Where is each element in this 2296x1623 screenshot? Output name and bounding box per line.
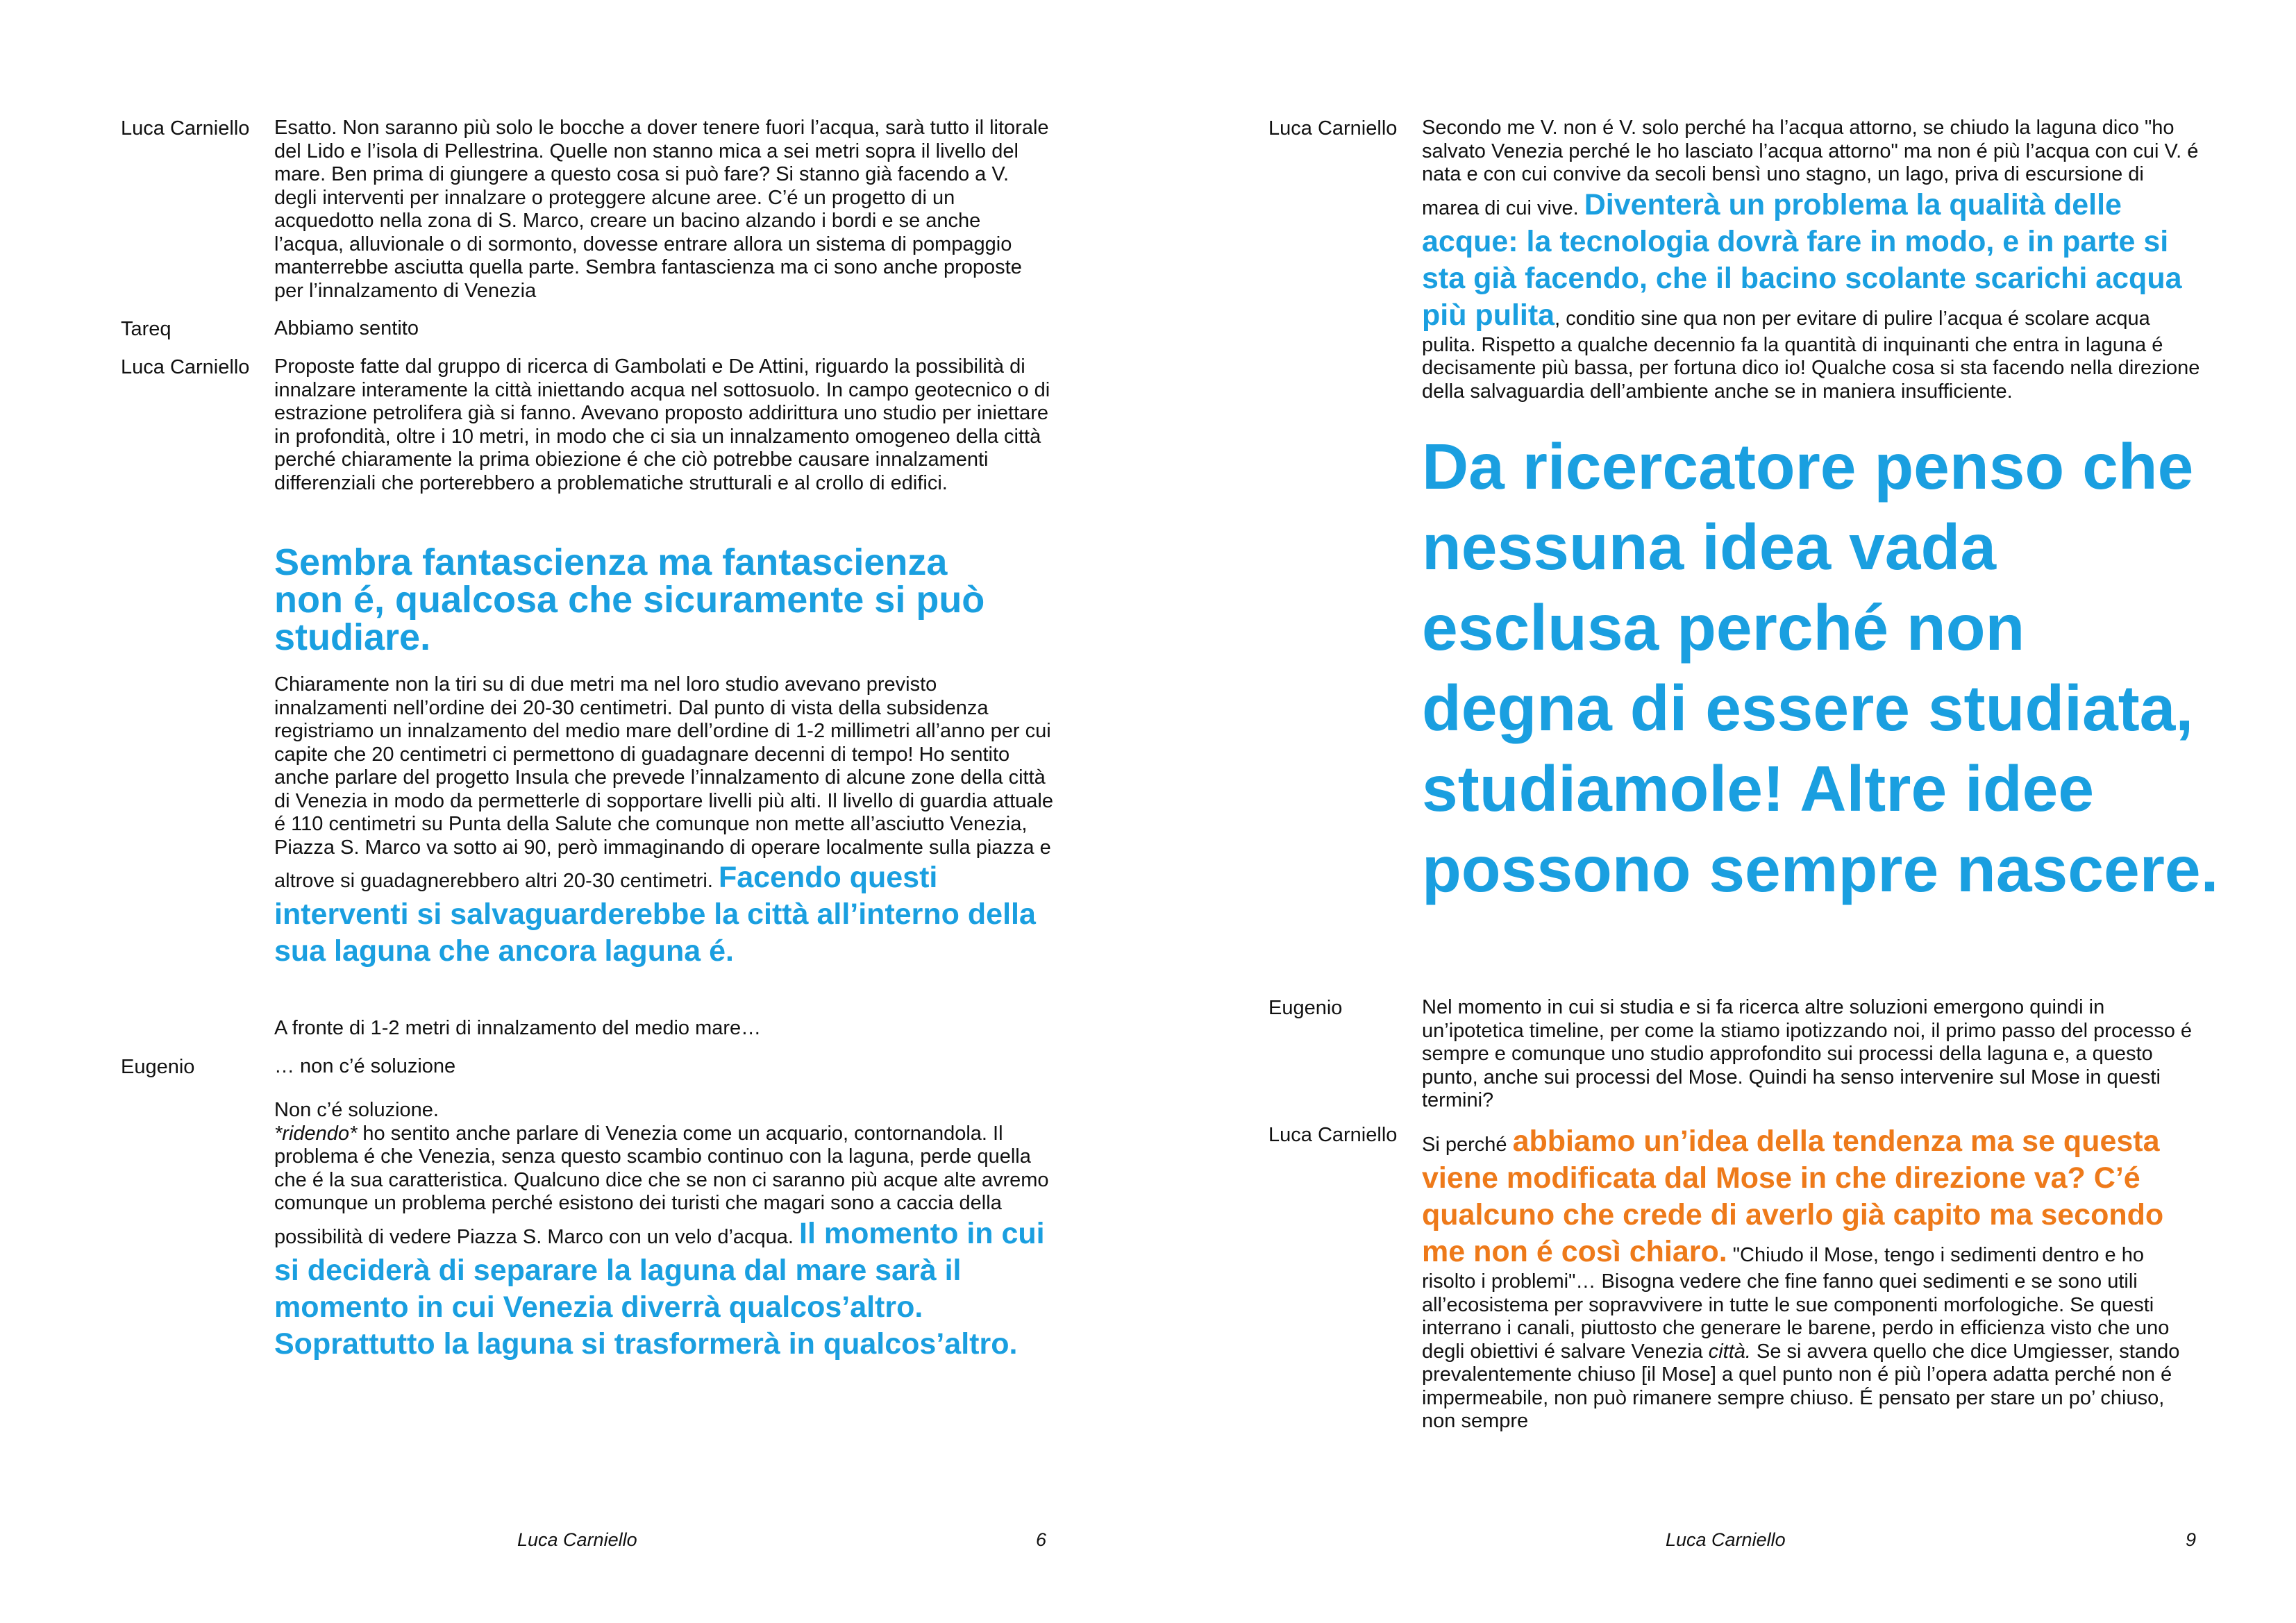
pullquote: Sembra fantascienza ma fantascienza non é, qualcosa che sicuramente si può studiare. — [274, 541, 985, 658]
speaker-name: Luca Carniello — [1268, 1124, 1398, 1146]
paragraph — [274, 673, 1055, 970]
paragraph-text: , conditio sine qua non per evitare di pulire l’acqua é scolare acqua pulita. Rispetto a qualche decennio fa la quantità di inquinanti che entra in laguna é decisamente più bassa, per fortuna dico io! Qualche cosa si sta facendo nella direzione della salvaguardia dell’ambiente anche se in maniera insufficiente. — [1422, 307, 2200, 403]
paragraph-text: Se si avvera quello che dice Umgiesser, stando prevalentemente chiuso [il Mose] a quel punto non é più l’opera adatta perché non é impermeabile, non può rimanere sempre chiuso. É pensato per stare un po’ chiuso, non sempre — [1422, 1340, 2180, 1432]
paragraph — [274, 1099, 1055, 1363]
entry-text: Nel momento in cui si studia e si fa ricerca altre soluzioni emergono quindi in un’ipotetica timeline, per come la stiamo ipotizzando noi, il primo passo del processo é sempre e comunque uno studio approfondito sui processi della laguna e, a questo punto, anche sui processi del Mose. Quindi ha senso intervenire sul Mose in questi termini? — [1422, 996, 2193, 1111]
speaker-name: Eugenio — [1268, 997, 1343, 1019]
entry-text: Proposte fatte dal gruppo di ricerca di Gambolati e De Attini, riguardo la possibilità di innalzare interamente la città iniettando acqua nel sottosuolo. In campo geotecnico o di estrazione petrolifera già si fanno. Avevano proposto addirittura uno studio per iniettare in profondità, oltre i 10 metri, in modo che ci sia un innalzamento omogeneo della città perché chiaramente la prima obiezione é che ciò potrebbe causare innalzamenti differenziali che porterebbero a problematiche strutturali e al crollo di edifici. — [274, 355, 1050, 494]
entry-text — [1422, 117, 2203, 403]
highlight-text: abbiamo un’idea della tendenza ma se questa viene modificata dal Mose in che direzione va? C’é qualcuno che crede di averlo già capito ma secondo me non é così chiaro. — [1422, 1125, 2164, 1268]
paragraph-text: Chiaramente non la tiri su di due metri ma nel loro studio avevano previsto innalzamenti nell’ordine dei 20-30 centimetri. Dal punto di vista della subsidenza registriamo un innalzamento del medio mare dell’ordine di 1-2 millimetri all’anno per cui capite che 20 centimetri ci permettono di guadagnare decenni di tempo! Ho sentito anche parlare del progetto Insula che prevede l’innalzamento di alcune zone della città di Venezia in modo da permetterle di sopportare livelli più alti. Il livello di guardia attuale é 110 centimetri su Punta della Salute che comunque non mette all’asciutto Venezia, Piazza S. Marco va sotto ai 90, però immaginando di operare localmente sulla piazza e altrove si guadagnerebbero altri 20-30 centimetri. — [274, 673, 1053, 892]
italic-text: città. — [1708, 1340, 1751, 1363]
highlight-text: Il momento in cui si deciderà di separare la laguna dal mare sarà il momento in cui Venezia diverrà qualcos’altro. Soprattutto la laguna si trasformerà in qualcos’altro. — [274, 1216, 1045, 1361]
speaker-name: Eugenio — [121, 1056, 195, 1078]
entry-text: … non c’é soluzione — [274, 1055, 456, 1077]
right-page — [1148, 0, 2296, 1623]
entry-text: Abbiamo sentito — [274, 317, 419, 339]
speaker-name: Tareq — [121, 318, 171, 340]
footer-author: Luca Carniello — [517, 1529, 637, 1550]
page-number: 9 — [2186, 1529, 2197, 1550]
speaker-name: Luca Carniello — [1268, 117, 1398, 140]
paragraph-text: Si perché — [1422, 1134, 1513, 1156]
italic-text: *ridendo* — [274, 1122, 358, 1145]
paragraph-text: Secondo me V. non é V. solo perché ha l’acqua attorno, se chiudo la laguna dico "ho salvato Venezia perché le ho lasciato l’acqua attorno" ma non é più l’acqua con cui V. é nata e con cui convive da secoli bensì uno stagno, un lago, priva di escursione di marea di cui vive. — [1422, 117, 2199, 219]
page-number: 6 — [1036, 1529, 1047, 1550]
entry-text: Esatto. Non saranno più solo le bocche a dover tenere fuori l’acqua, sarà tutto il litorale del Lido e l’isola di Pellestrina. Quelle non stanno mica a sei metri sopra il livello del mare. Ben prima di giungere a questo cosa si può fare? Si stanno già facendo a V. degli interventi per innalzare o proteggere alcune aree. C’é un progetto di un acquedotto nella zona di S. Marco, creare un bacino alzando i bordi e se anche l’acqua, alluvionale o di sormonto, dovesse entrare allora un sistema di pompaggio manterrebbe asciutta quella parte. Sembra fantascienza ma ci sono anche proposte per l’innalzamento di Venezia — [274, 117, 1049, 302]
speaker-name: Luca Carniello — [121, 117, 250, 140]
paragraph-line: Non c’é soluzione. — [274, 1099, 439, 1121]
paragraph-body — [274, 1122, 1055, 1363]
big-quote: Da ricercatore penso che nessuna idea vada esclusa perché non degna di essere studiata, studiamole! Altre idee possono sempre nascere. — [1422, 430, 2219, 905]
highlight-text: Facendo questi interventi si salvaguarderebbe la città all’interno della sua laguna che ancora laguna é. — [274, 861, 1036, 968]
footer-author: Luca Carniello — [1666, 1529, 1786, 1550]
paragraph: A fronte di 1-2 metri di innalzamento del medio mare… — [274, 1017, 762, 1039]
speaker-name: Luca Carniello — [121, 356, 250, 378]
entry-text — [1422, 1123, 2203, 1433]
paragraph-text: "Chiudo il Mose, tengo i sedimenti dentro e ho risolto i problemi"… Bisogna vedere che fine fanno quei sedimenti e se sono utili all’ecosistema per sopravvivere in tutte le sue componenti morfologiche. Se questi interrano i canali, piuttosto che generare le barene, perdo in efficienza visto che uno degli obiettivi é salvare Venezia — [1422, 1244, 2170, 1363]
paragraph-text: ho sentito anche parlare di Venezia come un acquario, contornandola. Il problema é che Venezia, senza questo scambio continuo con la laguna, perde quella che é la sua caratteristica. Qualcuno dice che se non ci saranno più acque alte avremo comunque un problema perché esistono dei turisti che magari sono a caccia della possibilità di vedere Piazza S. Marco con un velo d’acqua. — [274, 1122, 1049, 1248]
highlight-text: Diventerà un problema la qualità delle acque: la tecnologia dovrà fare in modo, e in parte si sta già facendo, che il bacino scolante scarichi acqua più pulita — [1422, 187, 2182, 332]
